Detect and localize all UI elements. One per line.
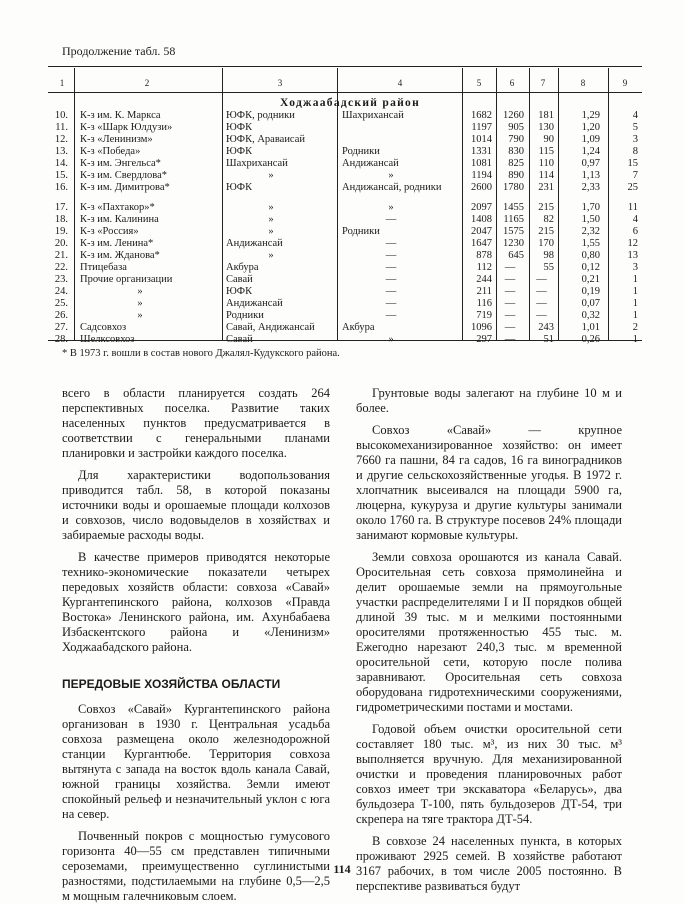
- table-cell-no: 16.: [54, 182, 68, 193]
- table-cell-c6: —: [504, 286, 516, 297]
- table-cell-src1: ЮФК: [226, 286, 253, 297]
- table-cell-c7: 170: [538, 238, 554, 249]
- table-cell-c9: 4: [632, 214, 638, 225]
- table-cell-no: 23.: [54, 274, 68, 285]
- table-cell-farm: Шелксовхоз: [80, 334, 135, 345]
- table-cell-c5: 1408: [471, 214, 492, 225]
- paragraph: Почвенный покров с мощностью гумусового горизонта 40—55 см представлен типичными сероземами, преимущественно суглинистыми разностями, подстилаемыми на глубине 0,5—2,5 м мощным галечниковым слоем.: [62, 829, 330, 903]
- table-top-rule: [48, 66, 642, 67]
- table-cell-farm: Прочие организации: [80, 274, 173, 285]
- table-cell-src1: »: [268, 170, 274, 181]
- table-cell-c7: 51: [543, 334, 554, 345]
- column-number: 2: [144, 78, 150, 88]
- table-cell-c7: —: [536, 274, 547, 285]
- table-cell-c8: 0,97: [581, 158, 600, 169]
- table-cell-c8: 1,09: [581, 134, 600, 145]
- table-cell-c8: 1,24: [581, 146, 600, 157]
- page-number: 114: [333, 862, 351, 876]
- table-cell-c6: 890: [508, 170, 524, 181]
- table-cell-no: 10.: [54, 110, 68, 121]
- table-cell-c6: 1165: [503, 214, 524, 225]
- table-cell-c6: —: [504, 310, 516, 321]
- table-cell-c9: 6: [632, 226, 638, 237]
- table-cell-farm: Садсовхоз: [80, 322, 127, 333]
- table-cell-src1: Савай: [226, 274, 253, 285]
- right-text-column: [356, 386, 622, 894]
- table-cell-c7: 110: [538, 158, 554, 169]
- table-cell-c5: 878: [476, 250, 492, 261]
- table-cell-c5: 1096: [471, 322, 492, 333]
- table-cell-c5: 2600: [471, 182, 492, 193]
- table-cell-c7: 215: [538, 226, 554, 237]
- table-cell-no: 19.: [54, 226, 68, 237]
- table-cell-c8: 1,20: [581, 122, 600, 133]
- table-cell-c6: 645: [508, 250, 524, 261]
- table-cell-src2: —: [385, 286, 397, 297]
- table-footnote: * В 1973 г. вошли в состав нового Джалял-Кудукского района.: [62, 348, 340, 359]
- paragraph: Совхоз «Савай» — крупное высокомеханизированное хозяйство: он имеет 7660 га пашни, 84 га садов, 16 га виноградников и другие сельскохозяйственные угодья. В 1972 г. хлопчатник высеивался на площади 5900 га, люцерна, кукуруза и другие культуры занимали около 1760 га. В структуре посевов 24% площади занимают кормовые культуры.: [356, 423, 622, 542]
- table-header-rule: [48, 92, 642, 93]
- table-cell-c9: 1: [632, 274, 638, 285]
- table-cell-farm: Птицебаза: [80, 262, 127, 273]
- table-cell-c6: —: [504, 274, 516, 285]
- table-cell-c8: 1,50: [581, 214, 600, 225]
- table-cell-no: 13.: [54, 146, 68, 157]
- column-number: 1: [59, 78, 65, 88]
- table-cell-c9: 3: [632, 262, 638, 273]
- table-cell-c8: 1,55: [581, 238, 600, 249]
- paragraph: Годовой объем очистки оросительной сети составляет 180 тыс. м³, из них 30 тыс. м³ выполняется вручную. Для механизированной очистки и проведения планировочных работ совхоз имеет три экскаватора «Беларусь», два бульдозера Т-100, пять бульдозеров ДТ-54, три скрепера на тяге трактора ДТ-54.: [356, 722, 622, 826]
- table-cell-src2: Андижансай: [342, 158, 399, 169]
- table-cell-c6: 1780: [503, 182, 524, 193]
- table-cell-farm: К-з им. К. Маркса: [80, 110, 161, 121]
- table-cell-c5: 211: [476, 286, 492, 297]
- table-cell-c7: 130: [538, 122, 554, 133]
- table-cell-src2: »: [388, 334, 394, 345]
- table-cell-src2: »: [388, 170, 394, 181]
- paragraph: Для характеристики водопользования приводится табл. 58, в которой показаны источники воды и орошаемые площади колхозов и совхозов, число водовыделов в хозяйствах и забираемые расходы воды.: [62, 468, 330, 542]
- table-cell-no: 26.: [54, 310, 68, 321]
- table-cell-farm: К-з им. Энгельса*: [80, 158, 161, 169]
- table-cell-c6: —: [504, 298, 516, 309]
- table-cell-c7: 90: [543, 134, 554, 145]
- table-cell-c5: 244: [476, 274, 492, 285]
- table-cell-c9: 1: [632, 298, 638, 309]
- table-cell-c9: 15: [627, 158, 638, 169]
- table-cell-src1: Андижансай: [226, 298, 283, 309]
- table-cell-c8: 2,33: [581, 182, 600, 193]
- table-cell-c6: 1575: [503, 226, 524, 237]
- table-cell-c8: 1,13: [581, 170, 600, 181]
- table-cell-c9: 8: [632, 146, 638, 157]
- table-cell-src1: Савай: [226, 334, 253, 345]
- table-cell-c8: 0,12: [581, 262, 600, 273]
- table-cell-src1: ЮФК: [226, 146, 253, 157]
- table-cell-c9: 1: [632, 334, 638, 345]
- table-cell-c5: 1331: [471, 146, 492, 157]
- table-cell-c9: 1: [632, 310, 638, 321]
- table-cell-c6: 1260: [503, 110, 524, 121]
- paragraph: Совхоз «Савай» Кургантепинского района организован в 1930 г. Центральная усадьба совхоза размещена около железнодорожной станции Кургантюбе. Территория совхоза вытянута с запада на восток вдоль канала Савай, южной границы хозяйства. Земли имеют спокойный рельеф и незначительный уклон с юга на север.: [62, 702, 330, 821]
- table-cell-src2: —: [385, 298, 397, 309]
- table-cell-c8: 1,70: [581, 202, 600, 213]
- column-divider: [74, 68, 75, 341]
- table-cell-c5: 2047: [471, 226, 492, 237]
- table-cell-no: 22.: [54, 262, 68, 273]
- table-cell-c5: 1647: [471, 238, 492, 249]
- table-cell-src1: »: [268, 226, 274, 237]
- table-cell-src2: Родники: [342, 146, 380, 157]
- table-cell-farm: »: [137, 310, 143, 321]
- table-cell-c8: 2,32: [581, 226, 600, 237]
- table-cell-src2: —: [385, 310, 397, 321]
- table-cell-c7: 82: [543, 214, 554, 225]
- table-cell-farm: К-з «Пахтакор»*: [80, 202, 155, 213]
- table-cell-c5: 116: [476, 298, 492, 309]
- table-cell-src1: »: [268, 214, 274, 225]
- table-cell-farm: К-з им. Жданова*: [80, 250, 160, 261]
- table-cell-src1: »: [268, 202, 274, 213]
- table-cell-farm: К-з «Шарк Юлдузи»: [80, 122, 173, 133]
- table-cell-c7: 215: [538, 202, 554, 213]
- table-cell-src2: —: [385, 274, 397, 285]
- table-cell-c6: 825: [508, 158, 524, 169]
- table-cell-c6: —: [504, 334, 516, 345]
- table-cell-src2: Андижансай, родники: [342, 182, 442, 193]
- table-cell-no: 20.: [54, 238, 68, 249]
- left-text-column: [62, 386, 330, 904]
- paragraph: всего в области планируется создать 264 перспективных поселка. Развитие таких населенных пунктов предусматривается в соответствии с генеральными планами планировки и застройки каждого поселка.: [62, 386, 330, 460]
- table-cell-c5: 1081: [471, 158, 492, 169]
- region-title: Ходжаабадский район: [279, 97, 421, 109]
- table-cell-no: 17.: [54, 202, 68, 213]
- table-cell-src2: Акбура: [342, 322, 375, 333]
- table-cell-c9: 12: [627, 238, 638, 249]
- table-cell-c5: 1014: [471, 134, 492, 145]
- table-cell-c9: 11: [627, 202, 638, 213]
- table-cell-c7: 98: [543, 250, 554, 261]
- table-cell-src2: »: [388, 202, 394, 213]
- table-cell-src2: —: [385, 214, 397, 225]
- table-cell-no: 12.: [54, 134, 68, 145]
- table-cell-c6: —: [504, 322, 516, 333]
- paragraph: В совхозе 24 населенных пункта, в которых проживают 2925 семей. В хозяйстве работают 3167 рабочих, в том числе 2005 постоянно. В перспективе развиваться будут: [356, 834, 622, 893]
- table-cell-farm: К-з им. Димитрова*: [80, 182, 170, 193]
- table-cell-c7: 55: [543, 262, 554, 273]
- table-cell-src2: Родники: [342, 226, 380, 237]
- column-number: 3: [277, 78, 283, 88]
- table-cell-c6: 1455: [503, 202, 524, 213]
- table-cell-src1: ЮФК, Араваисай: [226, 134, 306, 145]
- table-cell-c9: 3: [632, 134, 638, 145]
- table-cell-c6: 905: [508, 122, 524, 133]
- table-cell-no: 21.: [54, 250, 68, 261]
- paragraph: Земли совхоза орошаются из канала Савай. Оросительная сеть совхоза прямолинейна и делит орошаемые земли на прямоугольные участки распределителями I и II порядков общей длиной 39 тыс. м и мелкими постоянными оросителями протяженностью 455 тыс. м. Ежегодно нарезают 240,3 тыс. м временной оросительной сети, которую после полива заравнивают. Оросительная сеть совхоза оборудована гидротехническими сооружениями, гидрометрическими постами и мостами.: [356, 550, 622, 714]
- table-cell-src2: Шахрихансай: [342, 110, 404, 121]
- table-cell-farm: К-з им. Ленина*: [80, 238, 154, 249]
- table-cell-c5: 719: [476, 310, 492, 321]
- table-cell-c7: 181: [538, 110, 554, 121]
- table-cell-c7: —: [536, 310, 547, 321]
- table-continuation-caption: Продолжение табл. 58: [62, 44, 176, 58]
- column-number: 4: [397, 78, 403, 88]
- table-cell-src1: Савай, Андижансай: [226, 322, 315, 333]
- table-cell-c5: 1197: [471, 122, 492, 133]
- table-cell-no: 18.: [54, 214, 68, 225]
- table-cell-c7: —: [536, 298, 547, 309]
- table-cell-farm: К-з «Ленинизм»: [80, 134, 153, 145]
- table-cell-no: 27.: [54, 322, 68, 333]
- column-divider: [222, 68, 223, 341]
- paragraph: Грунтовые воды залегают на глубине 10 м и более.: [356, 386, 622, 415]
- column-number: 6: [509, 78, 515, 88]
- table-cell-src1: Акбура: [226, 262, 259, 273]
- table-cell-src1: Родники: [226, 310, 264, 321]
- table-cell-no: 11.: [55, 122, 68, 133]
- table-cell-c8: 0,21: [581, 274, 600, 285]
- table-cell-src1: ЮФК: [226, 182, 253, 193]
- table-cell-farm: К-з им. Свердлова*: [80, 170, 168, 181]
- table-cell-src2: —: [385, 238, 397, 249]
- table-cell-c5: 1682: [471, 110, 492, 121]
- table-cell-c9: 7: [632, 170, 638, 181]
- table-cell-c9: 5: [632, 122, 638, 133]
- table-cell-no: 28.: [54, 334, 68, 345]
- table-cell-c5: 112: [476, 262, 492, 273]
- table-cell-c5: 2097: [471, 202, 492, 213]
- table-cell-src1: »: [268, 250, 274, 261]
- table-cell-no: 25.: [54, 298, 68, 309]
- table-cell-farm: »: [137, 286, 143, 297]
- table-cell-c6: 790: [508, 134, 524, 145]
- table-cell-c9: 25: [627, 182, 638, 193]
- table-cell-no: 15.: [54, 170, 68, 181]
- table-cell-c7: 231: [538, 182, 554, 193]
- table-cell-src1: Андижансай: [226, 238, 283, 249]
- table-cell-c7: 115: [538, 146, 554, 157]
- table-cell-c7: 114: [538, 170, 554, 181]
- table-cell-c8: 0,26: [581, 334, 600, 345]
- table-cell-c7: 243: [538, 322, 554, 333]
- table-cell-c6: 1230: [503, 238, 524, 249]
- table-cell-farm: К-з «Россия»: [80, 226, 139, 237]
- table-cell-c5: 297: [476, 334, 492, 345]
- table-cell-c6: 830: [508, 146, 524, 157]
- table-cell-farm: К-з «Победа»: [80, 146, 141, 157]
- table-cell-farm: »: [137, 298, 143, 309]
- table-cell-src2: —: [385, 250, 397, 261]
- table-cell-src1: ЮФК: [226, 122, 253, 133]
- table-cell-c5: 1194: [471, 170, 492, 181]
- table-cell-no: 24.: [54, 286, 68, 297]
- table-cell-c7: —: [536, 286, 547, 297]
- table-cell-c9: 13: [627, 250, 638, 261]
- table-cell-c8: 0,19: [581, 286, 600, 297]
- table-cell-c8: 0,32: [581, 310, 600, 321]
- table-cell-c8: 0,80: [581, 250, 600, 261]
- table-cell-c9: 2: [632, 322, 638, 333]
- table-cell-src2: —: [385, 262, 397, 273]
- table-cell-c8: 1,29: [581, 110, 600, 121]
- table-cell-c8: 1,01: [581, 322, 600, 333]
- column-number: 9: [622, 78, 628, 88]
- column-number: 5: [476, 78, 482, 88]
- column-number: 8: [580, 78, 586, 88]
- table-cell-c9: 4: [632, 110, 638, 121]
- table-cell-c8: 0,07: [581, 298, 600, 309]
- paragraph: В качестве примеров приводятся некоторые технико-экономические показатели четырех передовых хозяйств области: совхоза «Савай» Кургантепинского района, колхозов «Правда Востока» Ленинского района, им. Ахунбабаева Избаскентского района и «Ленинизм» Ходжаабадского района.: [62, 550, 330, 654]
- table-cell-src1: Шахрихансай: [226, 158, 288, 169]
- section-heading: ПЕРЕДОВЫЕ ХОЗЯЙСТВА ОБЛАСТИ: [62, 677, 281, 691]
- table-cell-c6: —: [504, 262, 516, 273]
- table-cell-c9: 1: [632, 286, 638, 297]
- table-cell-farm: К-з им. Калинина: [80, 214, 159, 225]
- column-number: 7: [540, 78, 546, 88]
- table-cell-no: 14.: [54, 158, 68, 169]
- table-cell-src1: ЮФК, родники: [226, 110, 295, 121]
